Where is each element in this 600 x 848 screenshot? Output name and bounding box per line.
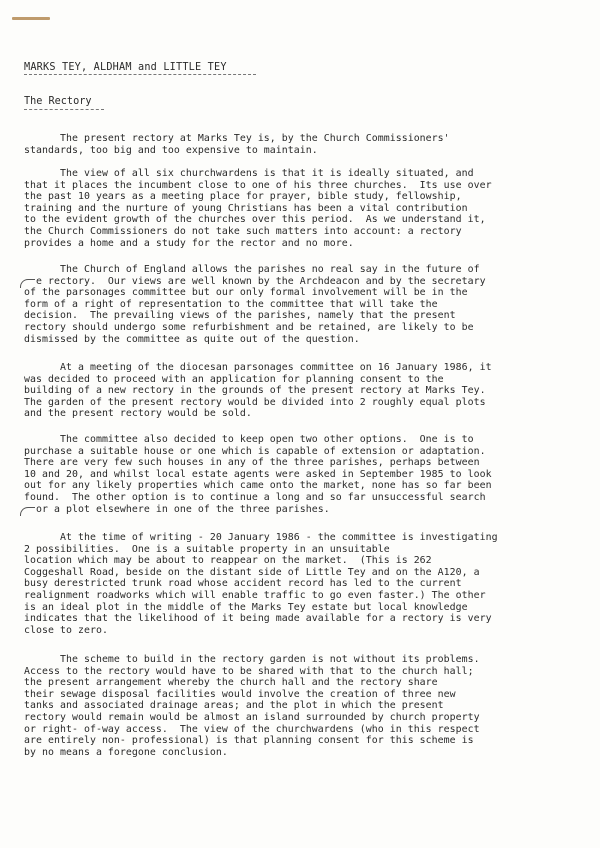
text-line: At a meeting of the diocesan parsonages committee on 16 January 1986, it: [24, 362, 492, 373]
text-line: The present rectory at Marks Tey is, by the Church Commissioners': [24, 133, 450, 144]
text-line: to the evident growth of the churches over this period. As we understand it,: [24, 214, 486, 226]
document-title: MARKS TEY, ALDHAM and LITTLE TEY: [24, 62, 227, 73]
text-line: that it places the incumbent close to one of his three churches. Its use over: [24, 179, 492, 191]
text-line: busy derestricted trunk road whose accident record has led to the current: [24, 578, 462, 590]
staple-mark: [12, 17, 50, 20]
text-line: or right- of-way access. The view of the churchwardens (who in this respect: [24, 723, 480, 735]
text-line: There are very few such houses in any of the three parishes, perhaps between: [24, 457, 480, 469]
text-line: indicates that the likelihood of it being made available for a rectory is very: [24, 613, 492, 625]
title-underline: [24, 74, 256, 75]
text-line: The committee also decided to keep open two other options. One is to: [24, 434, 474, 445]
text-line: their sewage disposal facilities would involve the creation of three new: [24, 688, 456, 700]
text-line: 10 and 20, and whilst local estate agents were asked in September 1985 to look: [24, 468, 492, 480]
text-line: provides a home and a study for the rector and no more.: [24, 237, 354, 249]
paragraph-6: [24, 532, 498, 636]
text-line: Coggeshall Road, beside on the distant side of Little Tey and on the A120, a: [24, 566, 480, 578]
text-line: At the time of writing - 20 January 1986 - the committee is investigating: [24, 532, 498, 543]
text-line: The garden of the present rectory would be divided into 2 roughly equal plots: [24, 396, 486, 408]
margin-punch-mark: [20, 279, 35, 288]
text-line: and the present rectory would be sold.: [24, 408, 252, 420]
text-line: was decided to proceed with an application for planning consent to the: [24, 373, 444, 385]
text-line: decision. The prevailing views of the parishes, namely that the present: [24, 310, 456, 322]
text-line: rectory would remain would be almost an island surrounded by church property: [24, 711, 480, 723]
paragraph-3: [24, 264, 486, 345]
text-line: form of a right of representation to the committee that will take the: [24, 298, 438, 310]
paragraph-1: [24, 133, 450, 156]
section-heading: The Rectory: [24, 96, 92, 107]
text-line: dismissed by the committee as quite out of the question.: [24, 333, 360, 345]
paragraph-4: [24, 362, 492, 420]
text-line: by no means a foregone conclusion.: [24, 746, 228, 758]
text-line: The scheme to build in the rectory garden is not without its problems.: [24, 654, 480, 665]
text-line: or a plot elsewhere in one of the three parishes.: [24, 503, 330, 515]
text-line: found. The other option is to continue a long and so far unsuccessful search: [24, 491, 486, 503]
text-line: realignment roadworks which will enable traffic to go even faster.) The other: [24, 589, 486, 601]
paragraph-7: [24, 654, 480, 758]
text-line: building of a new rectory in the grounds of the present rectory at Marks Tey.: [24, 385, 486, 397]
text-line: tanks and associated drainage areas; and the plot in which the present: [24, 700, 444, 712]
text-line: training and the nurture of young Christians has been a vital contribution: [24, 202, 468, 214]
text-line: e rectory. Our views are well known by the Archdeacon and by the secretary: [24, 275, 486, 287]
text-line: rectory should undergo some refurbishment and be retained, are likely to be: [24, 321, 474, 333]
text-line: the Church Commissioners do not take such matters into account: a rectory: [24, 225, 462, 237]
margin-punch-mark: [20, 507, 35, 516]
text-line: the present arrangement whereby the church hall and the rectory share: [24, 677, 438, 689]
text-line: close to zero.: [24, 624, 108, 636]
text-line: The view of all six churchwardens is that it is ideally situated, and: [24, 168, 474, 179]
text-line: the past 10 years as a meeting place for prayer, bible study, fellowship,: [24, 191, 462, 203]
paragraph-5: [24, 434, 492, 515]
text-line: 2 possibilities. One is a suitable property in an unsuitable: [24, 543, 390, 555]
text-line: of the parsonages committee but our only formal involvement will be in the: [24, 287, 468, 299]
paragraph-2: [24, 168, 492, 249]
text-line: out for any likely properties which came onto the market, none has so far been: [24, 480, 492, 492]
text-line: are entirely non- professional) is that planning consent for this scheme is: [24, 735, 474, 747]
text-line: standards, too big and too expensive to maintain.: [24, 144, 318, 156]
text-line: The Church of England allows the parishes no real say in the future of: [24, 264, 480, 275]
section-heading-underline: [24, 109, 104, 110]
text-line: location which may be about to reappear on the market. (This is 262: [24, 555, 432, 567]
text-line: purchase a suitable house or one which is capable of extension or adaptation.: [24, 445, 486, 457]
text-line: is an ideal plot in the middle of the Marks Tey estate but local knowledge: [24, 601, 468, 613]
text-line: Access to the rectory would have to be shared with that to the church hall;: [24, 665, 474, 677]
